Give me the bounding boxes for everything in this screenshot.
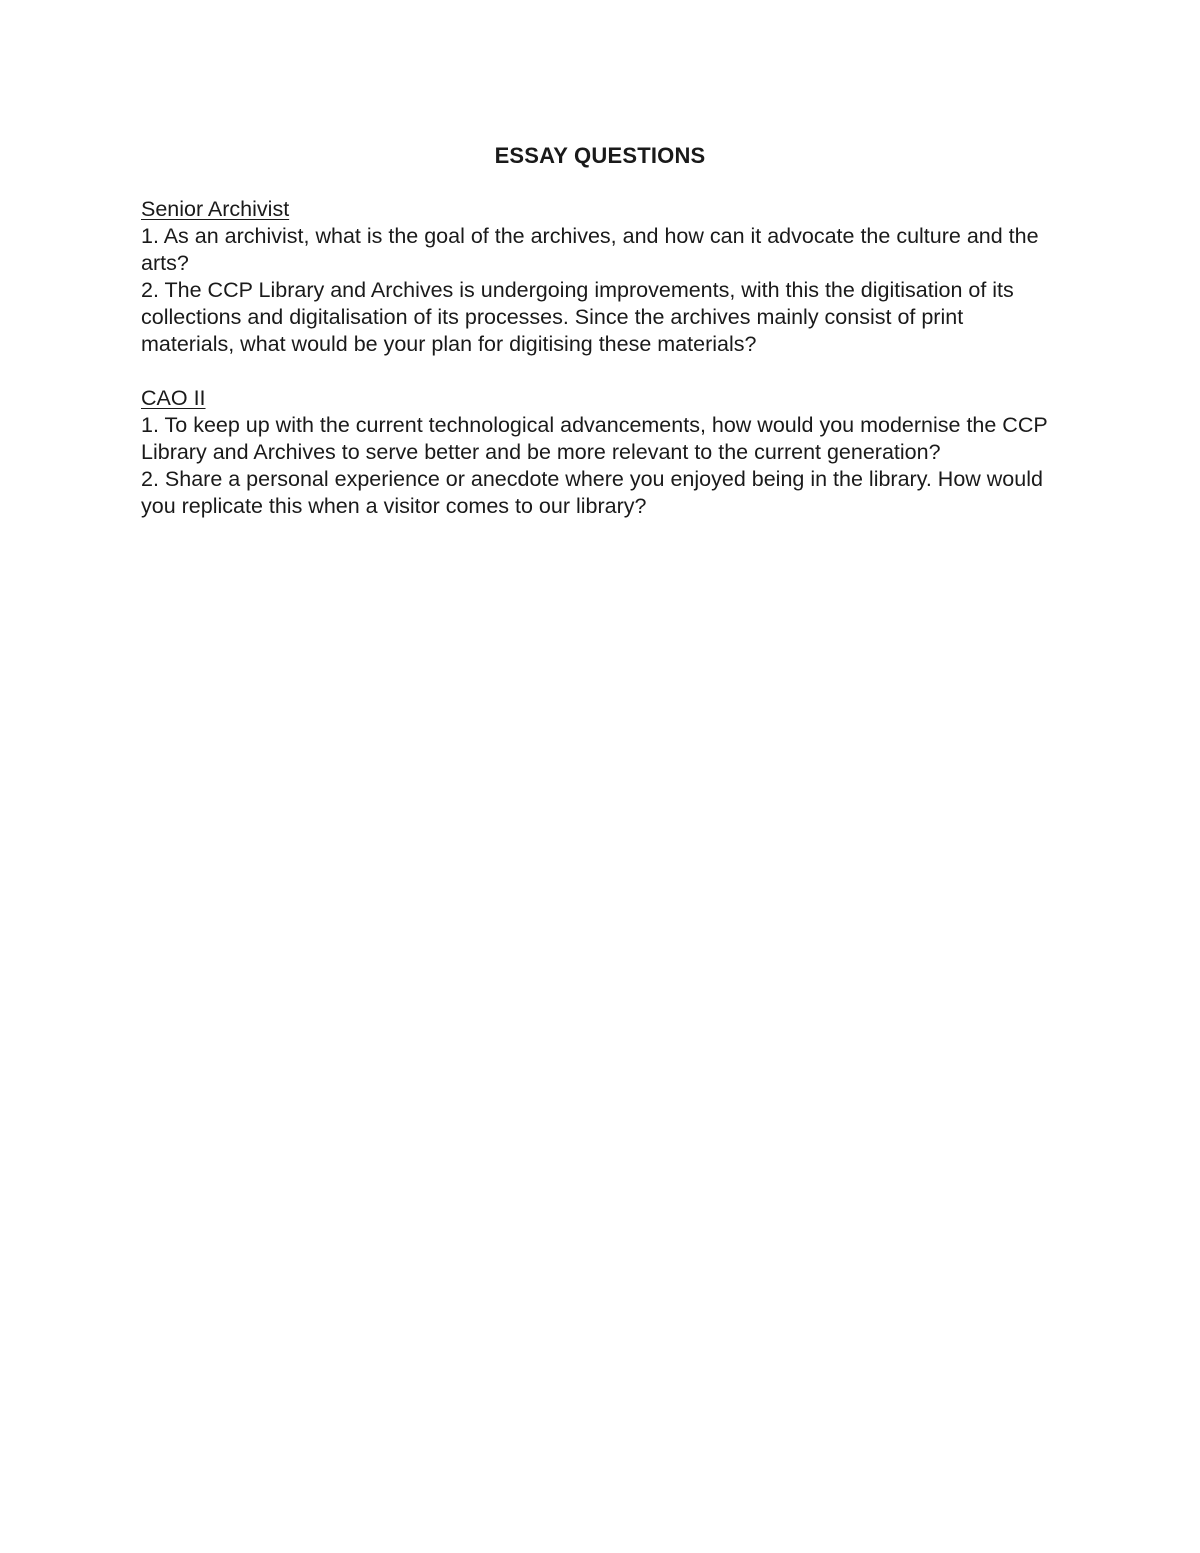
question-item: 1. As an archivist, what is the goal of the archives, and how can it advocate the culture and the arts? (141, 224, 1039, 275)
section-heading: Senior Archivist (141, 197, 290, 221)
section-heading: CAO II (141, 386, 206, 410)
section-cao-ii (141, 385, 1061, 520)
section-senior-archivist (141, 196, 1061, 358)
document-body (141, 196, 1061, 520)
question-item: 2. The CCP Library and Archives is undergoing improvements, with this the digitisation of its collections and digitalisation of its processes. Since the archives mainly consist of print materials, what would be your plan for digitising these materials? (141, 278, 1014, 356)
question-item: 1. To keep up with the current technological advancements, how would you modernise the CCP Library and Archives to serve better and be more relevant to the current generation? (141, 413, 1048, 464)
question-item: 2. Share a personal experience or anecdote where you enjoyed being in the library. How would you replicate this when a visitor comes to our library? (141, 467, 1043, 518)
document-title: ESSAY QUESTIONS (494, 143, 706, 168)
